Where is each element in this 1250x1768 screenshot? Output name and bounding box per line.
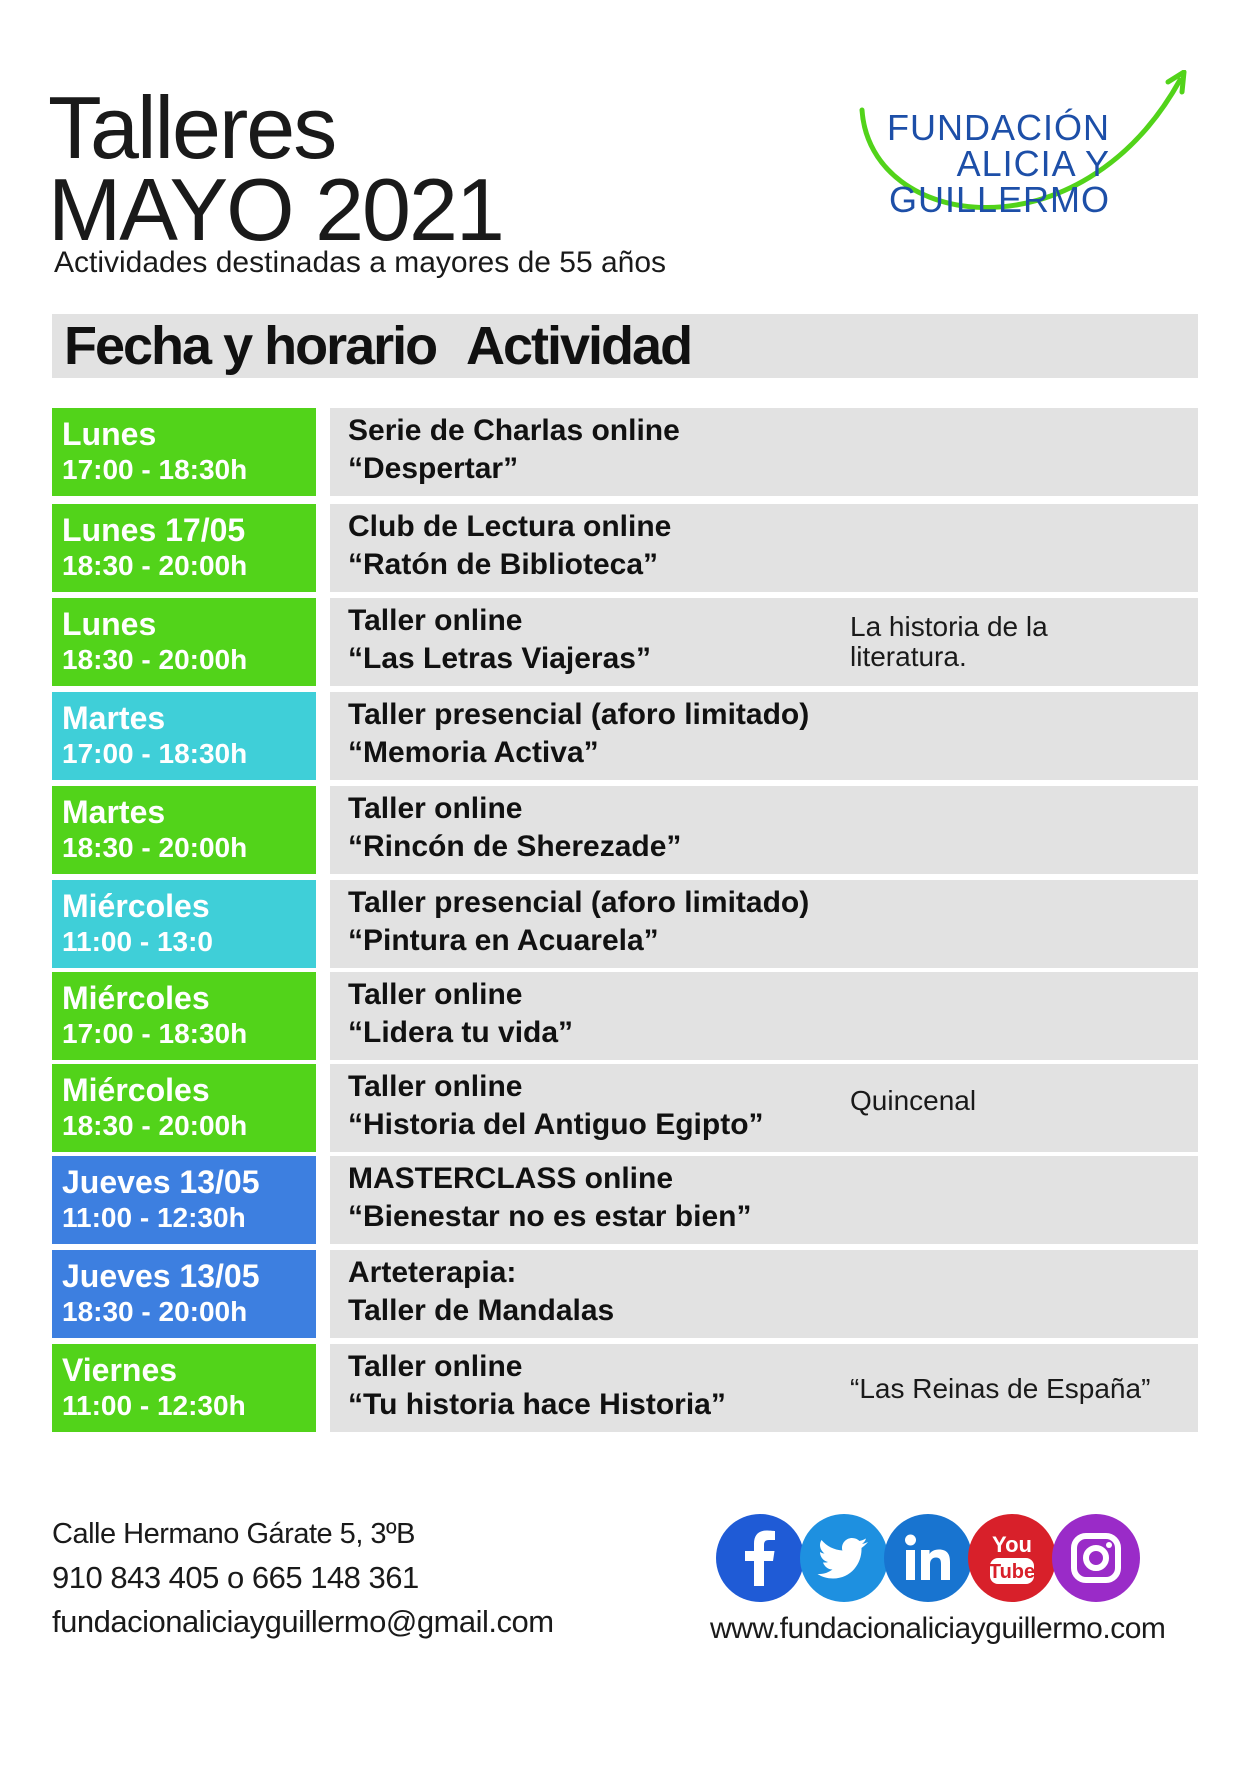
row-day: Miércoles	[62, 980, 210, 1016]
date-cell	[52, 880, 316, 968]
activity-title: Serie de Charlas online	[348, 414, 680, 447]
activity-title: Taller online	[348, 792, 523, 825]
logo-text-line3: GUILLERMO	[888, 179, 1110, 220]
date-cell	[52, 692, 316, 780]
column-header-activity: Actividad	[466, 316, 692, 376]
activity-cell	[330, 1250, 1198, 1338]
activity-title: Taller online	[348, 1070, 523, 1103]
activity-name: “Tu historia hace Historia”	[348, 1388, 726, 1421]
activity-title: Arteterapia:	[348, 1256, 517, 1289]
activity-name: “Lidera tu vida”	[348, 1016, 574, 1049]
activity-name: “Rincón de Sherezade”	[348, 830, 682, 863]
phone-numbers: 910 843 405 o 665 148 361	[52, 1560, 419, 1595]
row-time: 18:30 - 20:00h	[62, 644, 248, 675]
twitter-icon[interactable]	[800, 1514, 888, 1602]
table-row	[52, 1156, 1198, 1244]
svg-text:Tube: Tube	[988, 1561, 1036, 1583]
row-time: 18:30 - 20:00h	[62, 550, 248, 581]
row-time: 18:30 - 20:00h	[62, 832, 248, 863]
table-row	[52, 786, 1198, 874]
row-day: Miércoles	[62, 888, 210, 924]
instagram-icon[interactable]	[1052, 1514, 1140, 1602]
row-day: Miércoles	[62, 1072, 210, 1108]
date-cell	[52, 972, 316, 1060]
title-block	[48, 78, 503, 259]
contact-info	[52, 1512, 554, 1644]
linkedin-icon[interactable]	[884, 1514, 972, 1602]
activity-name: “Memoria Activa”	[348, 736, 599, 769]
row-day: Viernes	[62, 1352, 178, 1388]
row-day: Lunes	[62, 416, 157, 452]
activity-name: “Despertar”	[348, 452, 519, 485]
table-row	[52, 1064, 1198, 1152]
email-address[interactable]: fundacionaliciayguillermo@gmail.com	[52, 1604, 554, 1639]
activity-note: literatura.	[850, 641, 967, 672]
activity-name: “Bienestar no es estar bien”	[348, 1200, 752, 1233]
row-time: 11:00 - 13:0	[62, 926, 213, 957]
activity-title: Taller presencial (aforo limitado)	[348, 886, 810, 919]
date-cell	[52, 786, 316, 874]
activity-name: “Ratón de Biblioteca”	[348, 548, 659, 581]
table-row	[52, 504, 1198, 592]
activity-name: “Las Letras Viajeras”	[348, 642, 651, 675]
activity-cell	[330, 880, 1198, 968]
facebook-icon[interactable]	[716, 1514, 804, 1602]
activity-title: MASTERCLASS online	[348, 1162, 674, 1195]
activity-cell	[330, 972, 1198, 1060]
column-header-date: Fecha y horario	[64, 316, 437, 376]
row-time: 17:00 - 18:30h	[62, 454, 248, 485]
row-day: Martes	[62, 700, 166, 736]
row-time: 18:30 - 20:00h	[62, 1296, 248, 1327]
date-cell	[52, 1250, 316, 1338]
activity-title: Taller online	[348, 978, 523, 1011]
svg-text:You: You	[992, 1532, 1032, 1557]
activity-title: Taller presencial (aforo limitado)	[348, 698, 810, 731]
social-icons	[716, 1514, 1156, 1606]
table-row	[52, 692, 1198, 780]
activity-cell	[330, 1064, 1198, 1152]
date-cell	[52, 504, 316, 592]
activity-name: “Historia del Antiguo Egipto”	[348, 1108, 764, 1141]
activity-title: Taller online	[348, 604, 523, 637]
table-row	[52, 1344, 1198, 1432]
row-time: 11:00 - 12:30h	[62, 1390, 246, 1421]
website-link[interactable]: www.fundacionaliciayguillermo.com	[710, 1612, 1166, 1645]
foundation-logo	[850, 70, 1210, 260]
activity-note: “Las Reinas de España”	[850, 1373, 1151, 1404]
activity-cell	[330, 408, 1198, 496]
table-row	[52, 880, 1198, 968]
row-time: 18:30 - 20:00h	[62, 1110, 248, 1141]
row-day: Jueves 13/05	[62, 1164, 260, 1200]
logo-text-line1: FUNDACIÓN	[887, 107, 1110, 148]
activity-cell	[330, 504, 1198, 592]
activity-cell	[330, 1156, 1198, 1244]
page-title-line1: Talleres	[48, 78, 336, 177]
table-row	[52, 1250, 1198, 1338]
table-row	[52, 408, 1198, 496]
date-cell	[52, 1156, 316, 1244]
activity-cell	[330, 786, 1198, 874]
row-time: 17:00 - 18:30h	[62, 1018, 248, 1049]
activity-note: Quincenal	[850, 1085, 977, 1116]
table-header	[52, 314, 1198, 378]
row-day: Lunes	[62, 606, 157, 642]
activity-cell	[330, 692, 1198, 780]
activity-cell	[330, 598, 1198, 686]
row-time: 11:00 - 12:30h	[62, 1202, 246, 1233]
activity-note: La historia de la	[850, 611, 1048, 642]
activity-title: Club de Lectura online	[348, 510, 672, 543]
date-cell	[52, 1064, 316, 1152]
row-day: Martes	[62, 794, 166, 830]
row-time: 17:00 - 18:30h	[62, 738, 248, 769]
activity-name: Taller de Mandalas	[348, 1294, 615, 1327]
row-day: Jueves 13/05	[62, 1258, 260, 1294]
page-title-line2: MAYO 2021	[48, 160, 503, 259]
activity-title: Taller online	[348, 1350, 523, 1383]
date-cell	[52, 1344, 316, 1432]
youtube-icon[interactable]	[968, 1514, 1056, 1602]
table-row	[52, 598, 1198, 686]
table-row	[52, 972, 1198, 1060]
activity-name: “Pintura en Acuarela”	[348, 924, 659, 957]
logo-text-line2: ALICIA Y	[956, 143, 1110, 184]
page-subtitle: Actividades destinadas a mayores de 55 años	[54, 246, 667, 279]
date-cell	[52, 598, 316, 686]
date-cell	[52, 408, 316, 496]
address: Calle Hermano Gárate 5, 3ºB	[52, 1518, 415, 1550]
row-day: Lunes 17/05	[62, 512, 246, 548]
